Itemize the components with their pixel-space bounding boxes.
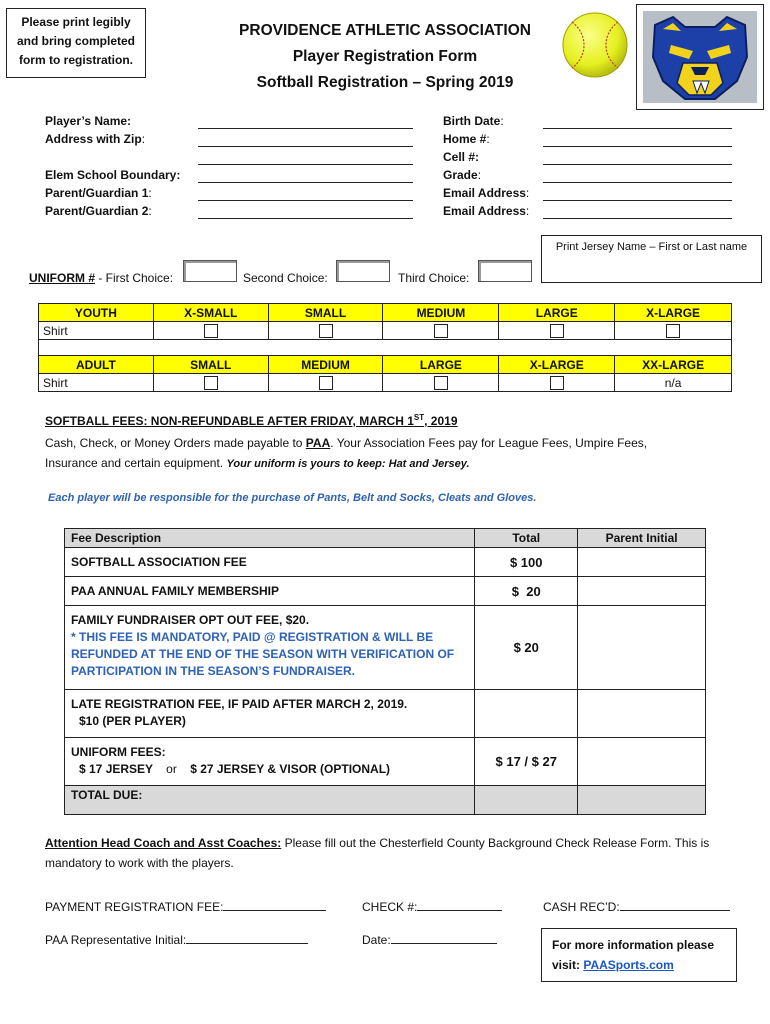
payment-reg-fee-field[interactable]: [223, 899, 326, 911]
cash-received-row: [543, 899, 730, 914]
adult-xlarge-checkbox[interactable]: [550, 376, 564, 390]
fee-desc-late: LATE REGISTRATION FEE, IF PAID AFTER MARCH 2, 2019. $10 (PER PLAYER): [65, 690, 475, 738]
youth-xlarge-header: X-LARGE: [615, 304, 732, 322]
rep-initial-label: PAA Representative Initial:: [45, 933, 187, 947]
softball-fees-heading: SOFTBALL FEES: NON-REFUNDABLE AFTER FRIDAY, MARCH 1ST, 2019: [45, 413, 458, 428]
fee-table-header: [65, 529, 706, 548]
cash-received-label: CASH REC’D:: [543, 900, 620, 914]
adult-small-header: SMALL: [153, 356, 268, 374]
parent-initial-header: Parent Initial: [578, 529, 706, 548]
rep-initial-field[interactable]: [186, 932, 308, 944]
guardian-2-field[interactable]: [198, 218, 413, 219]
fee-total-membership: $ 20: [475, 577, 578, 606]
second-choice-input[interactable]: [336, 260, 390, 282]
adult-shirt-label: Shirt: [39, 374, 154, 392]
youth-xsmall-checkbox[interactable]: [204, 324, 218, 338]
fee-desc-association: SOFTBALL ASSOCIATION FEE: [65, 548, 475, 577]
guardian-1-label: Parent/Guardian 1:: [45, 186, 152, 200]
guardian-2-label: Parent/Guardian 2:: [45, 204, 152, 218]
youth-shirt-label: Shirt: [39, 322, 154, 340]
youth-large-checkbox[interactable]: [550, 324, 564, 338]
fee-row-late: [65, 690, 706, 738]
print-legibly-notice: [6, 8, 146, 78]
first-choice-input[interactable]: [183, 260, 237, 282]
initial-total[interactable]: [578, 786, 706, 815]
adult-xxlarge-header: XX-LARGE: [615, 356, 732, 374]
youth-shirt-row: [39, 322, 732, 340]
email-1-field[interactable]: [543, 200, 732, 201]
jersey-name-box[interactable]: [541, 235, 762, 283]
fees-description: [45, 433, 735, 474]
bear-mascot-logo: [643, 11, 757, 103]
email-1-label: Email Address:: [443, 186, 530, 200]
youth-small-checkbox[interactable]: [319, 324, 333, 338]
first-choice-label: - First Choice:: [98, 271, 174, 285]
initial-late[interactable]: [578, 690, 706, 738]
fee-total-uniform: $ 17 / $ 27: [475, 738, 578, 786]
paasports-link[interactable]: PAASports.com: [583, 958, 674, 972]
date-row: [362, 932, 497, 947]
adult-medium-checkbox[interactable]: [319, 376, 333, 390]
season-title: Softball Registration – Spring 2019: [256, 74, 514, 91]
player-info-right: [443, 112, 529, 220]
initial-uniform[interactable]: [578, 738, 706, 786]
coaches-notice: [45, 833, 735, 873]
fee-desc-uniform: UNIFORM FEES: $ 17 JERSEY or $ 27 JERSEY & VISOR (OPTIONAL): [65, 738, 475, 786]
fees-line-1: Cash, Check, or Money Orders made payable to PAA. Your Association Fees pay for League Fees, Umpire Fees,: [45, 436, 648, 450]
grade-field[interactable]: [543, 182, 732, 183]
school-boundary-field[interactable]: [198, 182, 413, 183]
check-number-label: CHECK #:: [362, 900, 418, 914]
fee-row-fundraiser: [65, 606, 706, 690]
guardian-1-field[interactable]: [198, 200, 413, 201]
player-responsibility-note: Each player will be responsible for the purchase of Pants, Belt and Socks, Cleats and Gloves.: [48, 492, 537, 504]
check-number-row: [362, 899, 502, 914]
paa-payee: PAA: [305, 436, 331, 450]
cell-phone-label: Cell #:: [443, 150, 480, 164]
youth-header: YOUTH: [39, 304, 154, 322]
fee-total-fundraiser: $ 20: [475, 606, 578, 690]
fee-desc-fundraiser: FAMILY FUNDRAISER OPT OUT FEE, $20. * THIS FEE IS MANDATORY, PAID @ REGISTRATION & WILL BE REFUNDED AT THE END OF THE SEASON WITH VERIFICATION OF PARTICIPATION IN THE SEASON’S FUNDRAISER.: [65, 606, 475, 690]
fee-table: [64, 528, 706, 815]
fee-total-header: Total: [475, 529, 578, 548]
adult-large-header: LARGE: [383, 356, 499, 374]
payment-reg-fee-row: [45, 899, 326, 914]
jersey-name-label: Print Jersey Name – First or Last name: [555, 241, 748, 253]
coaches-notice-text: Please fill out the Chesterfield County Background Check Release Form. This is mandatory to work with the players.: [45, 836, 710, 870]
address-field-2[interactable]: [198, 164, 413, 165]
adult-medium-header: MEDIUM: [268, 356, 383, 374]
email-2-label: Email Address:: [443, 204, 530, 218]
notice-line-2: and bring completed: [16, 34, 135, 48]
home-phone-field[interactable]: [543, 146, 732, 147]
adult-small-checkbox[interactable]: [204, 376, 218, 390]
cell-phone-field[interactable]: [543, 164, 732, 165]
fee-row-uniform: [65, 738, 706, 786]
uniform-number-label: [29, 271, 173, 285]
youth-xsmall-header: X-SMALL: [153, 304, 268, 322]
address-label: Address with Zip:: [45, 132, 146, 146]
coaches-attention-label: Attention Head Coach and Asst Coaches:: [45, 836, 282, 850]
uniform-keep-note: Your uniform is yours to keep: Hat and Jersey.: [226, 458, 470, 470]
youth-medium-header: MEDIUM: [383, 304, 499, 322]
shirt-size-table: [38, 303, 732, 392]
uniform-label: UNIFORM #: [29, 271, 95, 285]
adult-xlarge-header: X-LARGE: [499, 356, 615, 374]
address-field[interactable]: [198, 146, 413, 147]
youth-small-header: SMALL: [268, 304, 383, 322]
fee-total-association: $ 100: [475, 548, 578, 577]
payment-reg-fee-label: PAYMENT REGISTRATION FEE:: [45, 900, 224, 914]
notice-line-1: Please print legibly: [21, 15, 131, 29]
fee-row-total-due: [65, 786, 706, 815]
org-title: PROVIDENCE ATHLETIC ASSOCIATION: [239, 22, 531, 39]
form-header: [200, 18, 570, 96]
grade-label: Grade:: [443, 168, 482, 182]
notice-line-3: form to registration.: [18, 53, 133, 67]
youth-large-header: LARGE: [499, 304, 615, 322]
player-name-field[interactable]: [198, 128, 413, 129]
player-info-left: [45, 112, 180, 220]
total-due-amount[interactable]: [475, 786, 578, 815]
form-title: Player Registration Form: [292, 48, 478, 65]
adult-shirt-row: [39, 374, 732, 392]
fees-line-2: Insurance and certain equipment. Your uniform is yours to keep: Hat and Jersey.: [45, 456, 470, 470]
school-boundary-label: Elem School Boundary:: [45, 168, 181, 182]
date-field[interactable]: [391, 932, 497, 944]
fundraiser-mandatory-note: * THIS FEE IS MANDATORY, PAID @ REGISTRATION & WILL BE REFUNDED AT THE END OF THE SEASON WITH VERIFICATION OF PARTICIPATION IN THE SEASON’S FUNDRAISER.: [71, 630, 455, 678]
third-choice-label: Third Choice:: [398, 271, 470, 285]
softball-icon: [560, 10, 630, 80]
home-phone-label: Home #:: [443, 132, 490, 146]
fee-description-header: Fee Description: [65, 529, 475, 548]
fee-row-membership: [65, 577, 706, 606]
initial-membership[interactable]: [578, 577, 706, 606]
third-choice-input[interactable]: [478, 260, 532, 282]
adult-large-checkbox[interactable]: [434, 376, 448, 390]
total-due-label: TOTAL DUE:: [65, 786, 475, 815]
address-line-2-label: [45, 148, 180, 166]
logo-frame: [636, 4, 764, 110]
cash-received-field[interactable]: [620, 899, 730, 911]
initial-association[interactable]: [578, 548, 706, 577]
more-info-text: For more information please: [552, 938, 715, 952]
player-name-label: Player’s Name:: [45, 114, 132, 128]
initial-fundraiser[interactable]: [578, 606, 706, 690]
check-number-field[interactable]: [417, 899, 502, 911]
second-choice-label: Second Choice:: [243, 271, 328, 285]
email-2-field[interactable]: [543, 218, 732, 219]
date-label: Date:: [362, 933, 391, 947]
youth-header-row: [39, 304, 732, 322]
spacer-row: [39, 340, 732, 356]
fee-desc-membership: PAA ANNUAL FAMILY MEMBERSHIP: [65, 577, 475, 606]
adult-header-row: [39, 356, 732, 374]
youth-xlarge-checkbox[interactable]: [666, 324, 680, 338]
adult-xxlarge-na: n/a: [615, 374, 732, 392]
adult-header: ADULT: [39, 356, 154, 374]
more-info-box: For more information please visit: PAASports.com: [541, 928, 737, 982]
fee-total-late[interactable]: [475, 690, 578, 738]
youth-medium-checkbox[interactable]: [434, 324, 448, 338]
rep-initial-row: [45, 932, 308, 947]
birth-date-label: Birth Date:: [443, 114, 504, 128]
birth-date-field[interactable]: [543, 128, 732, 129]
fee-row-association: [65, 548, 706, 577]
